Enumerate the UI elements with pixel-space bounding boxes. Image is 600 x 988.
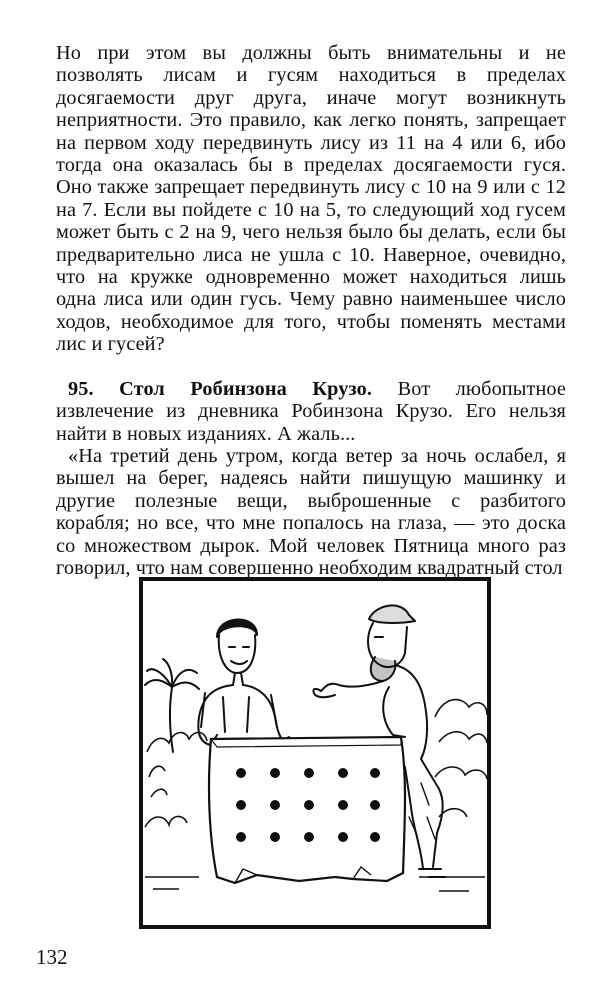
robinson-table-illustration	[139, 577, 491, 929]
paragraph-gap	[56, 356, 566, 378]
paragraph-foxes-geese: Но при этом вы должны быть внимательны и не позволять лисам и гусям находиться в пределах досягаемости друг друга, иначе могут возникнуть неприятности. Это правило, как легко понять, запрещает на первом ходу передвинуть лису из 11 на 4 или 6, ибо тогда она оказалась бы в пределах досягаемости гуся. Оно также запрещает передвинуть лису с 10 на 9 или с 12 на 7. Если вы пойдете с 10 на 5, то следующий ход гусем может быть с 2 на 9, чего нельзя было бы делать, если бы предварительно лиса не ушла с 10. Наверное, очевидно, что на кружке одновременно может находиться лишь одна лиса или один гусь. Чему равно наименьшее число ходов, необходимое для того, чтобы поменять местами лис и гусей?	[56, 42, 566, 356]
body-text	[56, 42, 566, 579]
board	[209, 737, 405, 883]
page-number: 132	[36, 945, 68, 969]
paragraph-problem-95	[56, 378, 566, 445]
board-with-holes	[209, 737, 405, 883]
problem-intro: Вот любопытное извлечение из дневника Робинзона Крузо. Его нельзя найти в новых изданиях. А жаль...	[56, 377, 566, 445]
problem-title: 95. Стол Робинзона Крузо.	[68, 377, 373, 400]
paragraph-diary-quote: «На третий день утром, когда ветер за ночь ослабел, я вышел на берег, надеясь найти пишущую машинку и другие полезные вещи, выброшенные с разбитого корабля; но все, что мне попалось на глаза, — это доска со множеством дырок. Мой человек Пятница много раз говорил, что нам совершенно необходим квадратный стол	[56, 444, 566, 579]
